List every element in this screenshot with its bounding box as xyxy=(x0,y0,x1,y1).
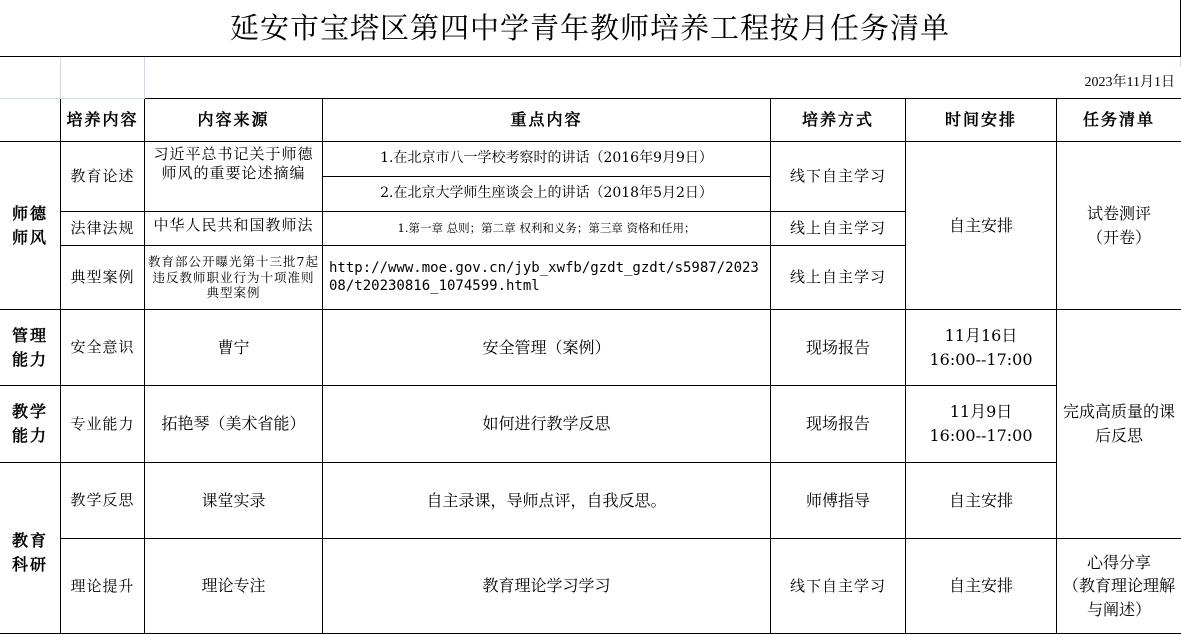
method-cell: 线上自主学习 xyxy=(771,212,906,246)
source-cell: 习近平总书记关于师德师风的重要论述摘编 xyxy=(145,142,323,212)
category-research: 教育 科研 xyxy=(0,463,61,634)
key-point-cell: 如何进行教学反思 xyxy=(323,386,771,463)
header-content: 培养内容 xyxy=(61,99,145,142)
key-point-cell: 1.第一章 总则；第二章 权利和义务；第三章 资格和任用； xyxy=(323,212,771,246)
method-cell: 线下自主学习 xyxy=(771,142,906,212)
time-cell: 自主安排 xyxy=(906,142,1057,310)
method-cell: 现场报告 xyxy=(771,386,906,463)
key-point-cell: 教育理论学习学习 xyxy=(323,539,771,634)
source-cell: 课堂实录 xyxy=(145,463,323,539)
source-cell: 曹宁 xyxy=(145,310,323,386)
time-cell: 自主安排 xyxy=(906,539,1057,634)
item-education-discourse: 教育论述 xyxy=(61,142,145,212)
item-theory-improvement: 理论提升 xyxy=(61,539,145,634)
key-point-1: 1.在北京市八一学校考察时的讲话（2016年9月9日） xyxy=(323,142,771,177)
task-cell: 心得分享 （教育理论理解与阐述） xyxy=(1057,539,1181,634)
key-point-cell: 安全管理（案例） xyxy=(323,310,771,386)
time-cell: 11月16日 16:00--17:00 xyxy=(906,310,1057,386)
key-point-cell: 自主录课，导师点评，自我反思。 xyxy=(323,463,771,539)
category-ethics: 师德 师风 xyxy=(0,142,61,310)
key-point-2: 2.在北京大学师生座谈会上的讲话（2018年5月2日） xyxy=(323,177,771,212)
task-cell: 试卷测评 （开卷） xyxy=(1057,142,1181,310)
method-cell: 现场报告 xyxy=(771,310,906,386)
time-cell: 自主安排 xyxy=(906,463,1057,539)
header-task: 任务清单 xyxy=(1057,99,1181,142)
method-cell: 师傅指导 xyxy=(771,463,906,539)
source-cell: 拓艳琴（美术省能） xyxy=(145,386,323,463)
case-url-link[interactable]: http://www.moe.gov.cn/jyb_xwfb/gzdt_gzdt/s5987/202308/t20230816_1074599.html xyxy=(323,246,771,310)
header-method: 培养方式 xyxy=(771,99,906,142)
empty-cell[interactable] xyxy=(145,57,1181,67)
item-teaching-reflection: 教学反思 xyxy=(61,463,145,539)
header-corner xyxy=(0,99,61,142)
item-safety-awareness: 安全意识 xyxy=(61,310,145,386)
method-cell: 线上自主学习 xyxy=(771,246,906,310)
category-teaching: 教学 能力 xyxy=(0,386,61,463)
time-cell: 11月9日 16:00--17:00 xyxy=(906,386,1057,463)
source-cell: 中华人民共和国教师法 xyxy=(145,212,323,246)
item-laws-regulations: 法律法规 xyxy=(61,212,145,246)
date-cell: 2023年11月1日 xyxy=(145,67,1181,99)
empty-cell[interactable] xyxy=(61,57,145,99)
method-cell: 线下自主学习 xyxy=(771,539,906,634)
task-cell: 完成高质量的课后反思 xyxy=(1057,310,1181,539)
empty-cell[interactable] xyxy=(0,57,61,99)
category-management: 管理 能力 xyxy=(0,310,61,386)
source-cell: 理论专注 xyxy=(145,539,323,634)
header-key-points: 重点内容 xyxy=(323,99,771,142)
sheet-title: 延安市宝塔区第四中学青年教师培养工程按月任务清单 xyxy=(0,0,1181,57)
item-professional-ability: 专业能力 xyxy=(61,386,145,463)
item-typical-cases: 典型案例 xyxy=(61,246,145,310)
header-source: 内容来源 xyxy=(145,99,323,142)
source-cell: 教育部公开曝光第十三批7起违反教师职业行为十项准则典型案例 xyxy=(145,246,323,310)
header-time: 时间安排 xyxy=(906,99,1057,142)
